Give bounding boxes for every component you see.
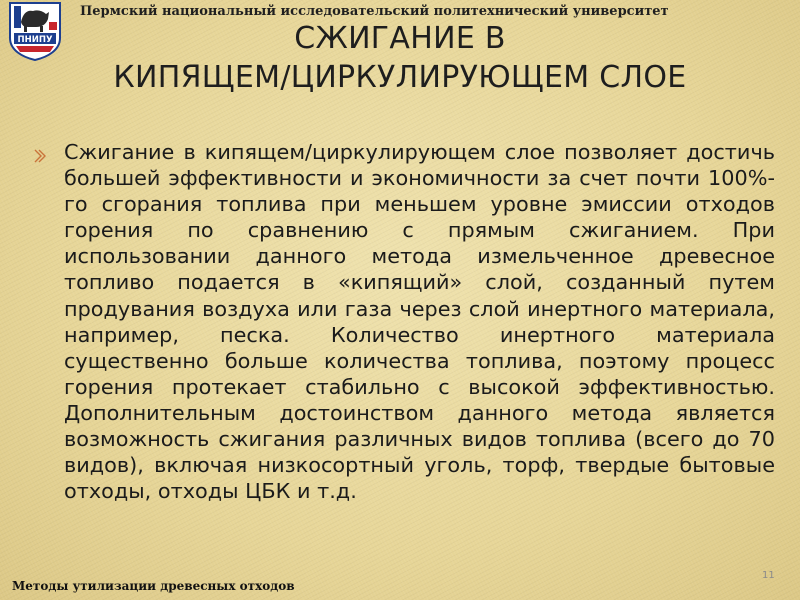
logo-text: ПНИПУ [17, 35, 53, 45]
slide-title-line-2: КИПЯЩЕМ/ЦИРКУЛИРУЮЩЕМ СЛОЕ [113, 60, 687, 95]
slide-title [70, 19, 730, 97]
page-number: 11 [762, 570, 775, 581]
slide-title-line-1: СЖИГАНИЕ В [294, 21, 506, 56]
body-paragraph: Сжигание в кипящем/циркулирующем слое позволяет достичь большей эффективности и экономичности за счет почти 100%-го сгорания топлива при меньшем уровне эмиссии отходов горения по сравнению с прямым сжиганием. При использовании данного метода измельченное древесное топливо подается в «кипящий» слой, созданный путем продувания воздуха или газа через слой инертного материала, например, песка. Количество инертного материала существенно больше количества топлива, поэтому процесс горения протекает стабильно с высокой эффективностью. Дополнительным достоинством данного метода является возможность сжигания различных видов топлива (всего до 70 видов), включая низкосортный уголь, торф, твердые бытовые отходы, отходы ЦБК и т.д. [64, 140, 775, 504]
university-name: Пермский национальный исследовательский политехнический университет [80, 4, 669, 19]
university-logo [2, 0, 68, 62]
footer-text: Методы утилизации древесных отходов [12, 579, 295, 593]
bullet-icon [33, 148, 49, 164]
